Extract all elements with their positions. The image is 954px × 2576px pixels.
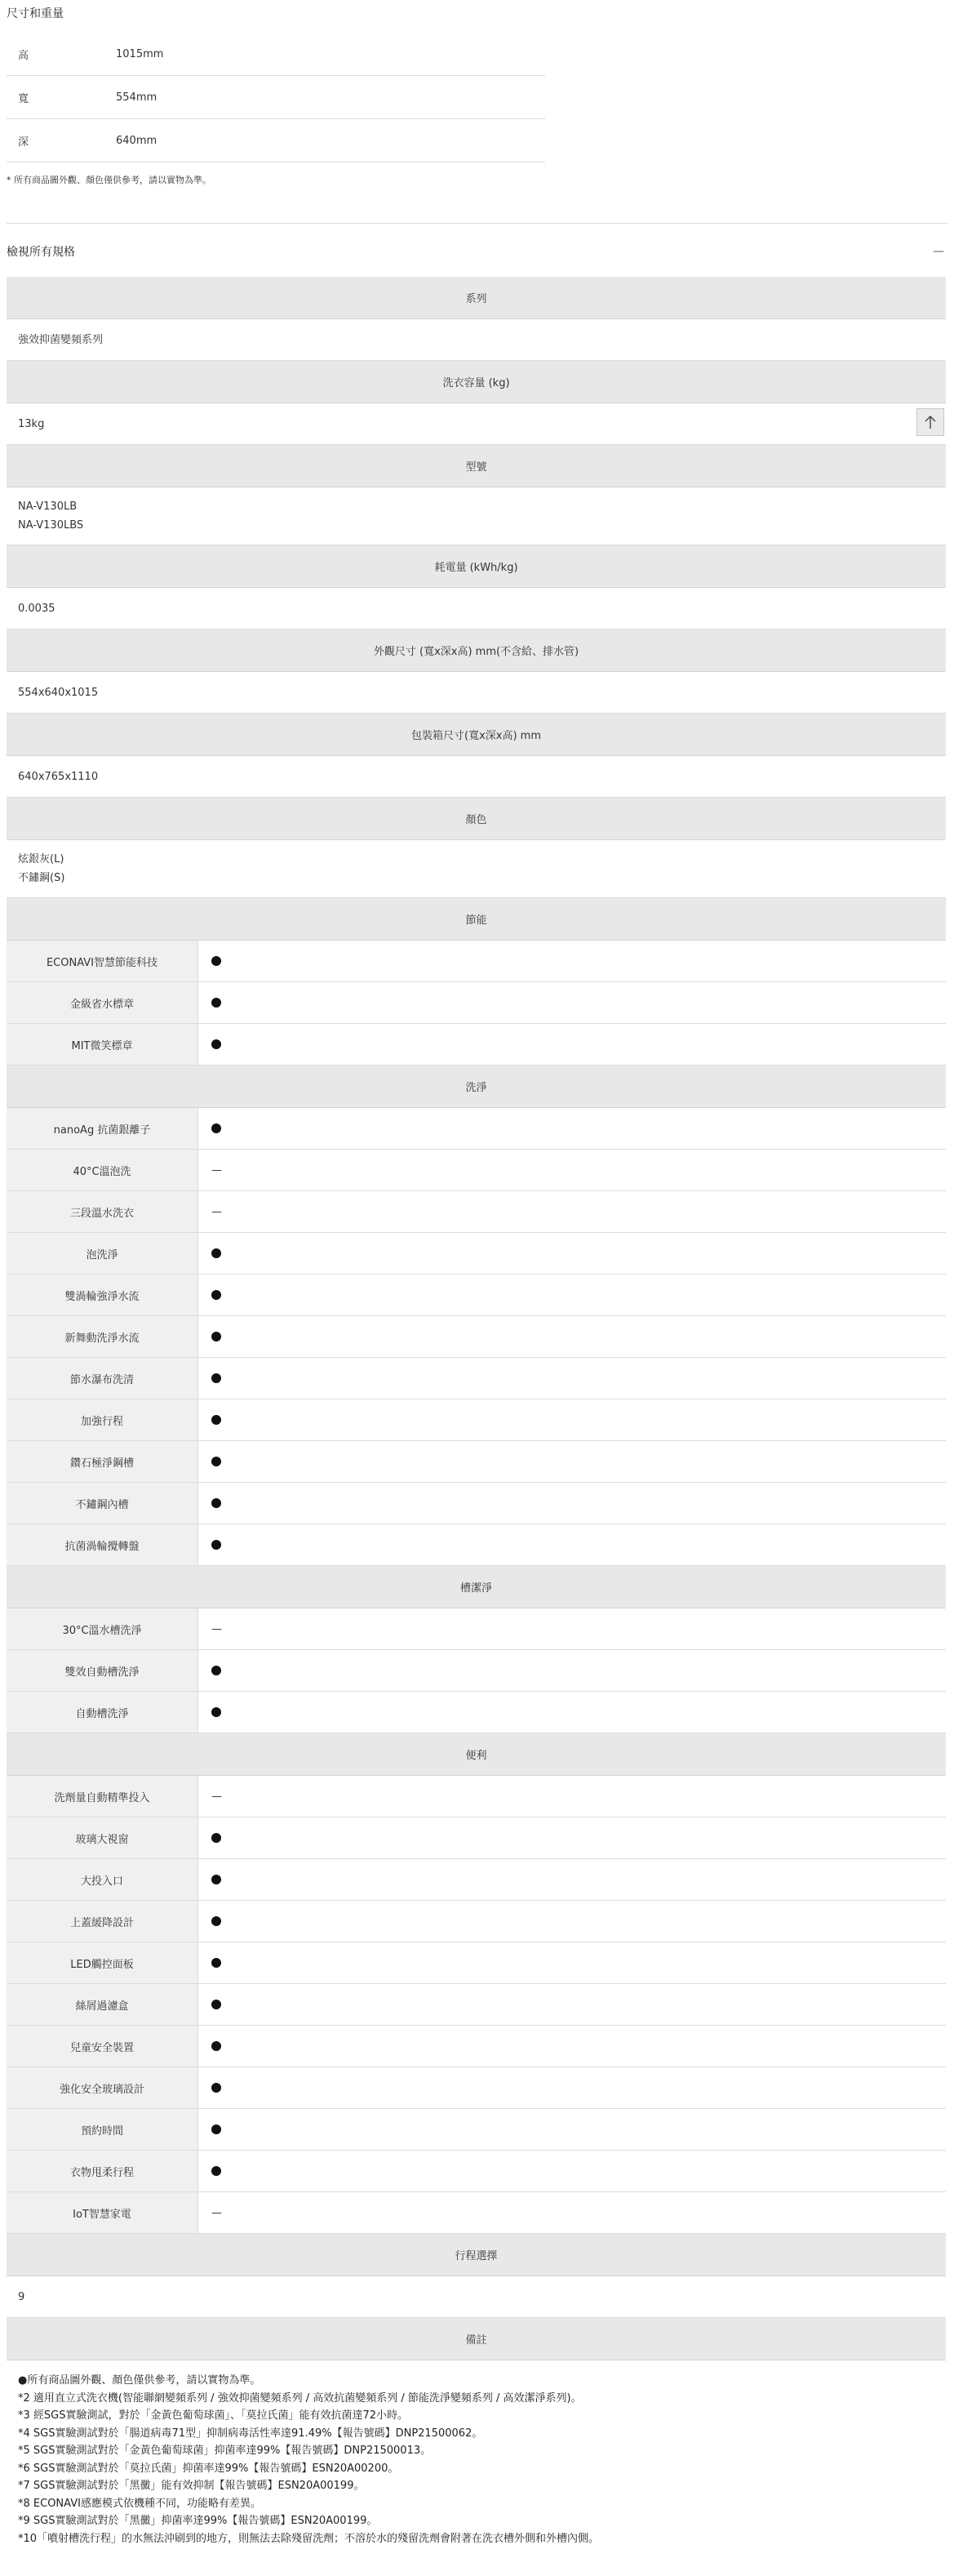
supported-dot-icon xyxy=(211,1666,221,1675)
energy-features xyxy=(7,941,946,1066)
feature-row xyxy=(7,2151,946,2192)
specs-table xyxy=(7,277,946,2547)
feature-value-supported xyxy=(198,1316,946,1357)
supported-dot-icon xyxy=(211,1707,221,1717)
supported-dot-icon xyxy=(211,2000,221,2009)
dimensions-note: * 所有商品圖外觀、顏色僅供參考，請以實物為準。 xyxy=(7,175,211,185)
capacity-value xyxy=(7,403,946,445)
feature-row xyxy=(7,2026,946,2067)
dimension-row-width xyxy=(7,76,545,119)
feature-row xyxy=(7,1358,946,1399)
model-text: NA-V130LB xyxy=(18,501,78,513)
model-text: NA-V130LBS xyxy=(18,519,84,532)
color-value xyxy=(7,840,946,898)
feature-value-supported xyxy=(198,1441,946,1482)
feature-value-supported xyxy=(198,2109,946,2150)
feature-row xyxy=(7,1692,946,1733)
feature-value-supported xyxy=(198,2067,946,2108)
feature-row xyxy=(7,1316,946,1358)
supported-dot-icon xyxy=(211,998,221,1008)
supported-dot-icon xyxy=(211,1290,221,1300)
feature-name: 雙渦輪強淨水流 xyxy=(7,1275,198,1315)
supported-dot-icon xyxy=(211,1916,221,1926)
remark-line: *5 SGS實驗測試對於「金黃色葡萄球菌」抑菌率達99%【報告號碼】DNP21500013。 xyxy=(18,2445,432,2457)
dimensions-title: 尺寸和重量 xyxy=(7,7,64,20)
supported-dot-icon xyxy=(211,1415,221,1425)
feature-value-unsupported xyxy=(198,1150,946,1190)
feature-row xyxy=(7,1776,946,1817)
feature-value-supported xyxy=(198,2151,946,2191)
collapse-icon[interactable]: — xyxy=(933,245,944,258)
supported-dot-icon xyxy=(211,2041,221,2051)
feature-value-supported xyxy=(198,1275,946,1315)
feature-name: 洗劑量自動精準投入 xyxy=(7,1776,198,1817)
feature-value-supported xyxy=(198,1859,946,1900)
remark-line: *7 SGS實驗測試對於「黑黴」能有效抑制【報告號碼】ESN20A00199。 xyxy=(18,2480,365,2492)
model-header: 型號 xyxy=(7,445,946,487)
feature-value-supported xyxy=(198,1817,946,1858)
unsupported-dash-icon: — xyxy=(211,1205,222,1218)
tub-clean-header: 槽潔淨 xyxy=(7,1566,946,1608)
supported-dot-icon xyxy=(211,2166,221,2176)
feature-row xyxy=(7,2067,946,2109)
feature-value-supported xyxy=(198,1483,946,1524)
remark-line: ●所有商品圖外觀、顏色僅供參考，請以實物為準。 xyxy=(18,2374,261,2387)
feature-row xyxy=(7,1817,946,1859)
feature-name: 玻璃大視窗 xyxy=(7,1817,198,1858)
feature-value-supported xyxy=(198,1024,946,1065)
feature-value-supported xyxy=(198,1901,946,1942)
feature-name: 40°C溫泡洗 xyxy=(7,1150,198,1190)
series-header: 系列 xyxy=(7,277,946,319)
color-header: 顏色 xyxy=(7,798,946,840)
dimensions-table xyxy=(7,33,545,162)
dimension-label: 深 xyxy=(18,136,29,149)
color-text: 炫銀灰(L) xyxy=(18,853,64,865)
supported-dot-icon xyxy=(211,1457,221,1466)
dimension-label: 高 xyxy=(18,49,29,62)
feature-name: nanoAg 抗菌銀離子 xyxy=(7,1108,198,1149)
series-text: 強效抑菌變頻系列 xyxy=(18,333,104,346)
feature-value-supported xyxy=(198,1108,946,1149)
tub-clean-features xyxy=(7,1608,946,1733)
series-value xyxy=(7,319,946,361)
power-header: 耗電量 (kWh/kg) xyxy=(7,545,946,588)
supported-dot-icon xyxy=(211,1833,221,1843)
feature-name: 鑽石極淨鋼槽 xyxy=(7,1441,198,1482)
feature-name: 上蓋緩降設計 xyxy=(7,1901,198,1942)
feature-row xyxy=(7,1650,946,1692)
dimension-value: 554mm xyxy=(116,91,158,104)
view-all-specs-label: 檢視所有規格 xyxy=(7,246,75,259)
convenience-header: 便利 xyxy=(7,1733,946,1776)
remark-line: *10「噴射槽洗行程」的水無法沖刷到的地方，則無法去除殘留洗劑；不溶於水的殘留洗劑會附著在洗衣槽外側和外槽內側。 xyxy=(18,2532,600,2545)
size-value xyxy=(7,672,946,714)
feature-value-supported xyxy=(198,2026,946,2067)
feature-name: 加強行程 xyxy=(7,1399,198,1440)
package-value xyxy=(7,756,946,798)
unsupported-dash-icon: — xyxy=(211,1163,222,1177)
feature-value-unsupported xyxy=(198,1608,946,1649)
feature-row xyxy=(7,1608,946,1650)
feature-name: LED觸控面板 xyxy=(7,1942,198,1983)
remark-line: *9 SGS實驗測試對於「黑黴」抑菌率達99%【報告號碼】ESN20A00199。 xyxy=(18,2515,378,2527)
dimension-value: 1015mm xyxy=(116,47,164,60)
feature-name: MIT微笑標章 xyxy=(7,1024,198,1065)
feature-name: 兒童安全裝置 xyxy=(7,2026,198,2067)
energy-header: 節能 xyxy=(7,898,946,941)
course-value xyxy=(7,2276,946,2318)
package-text: 640x765x1110 xyxy=(18,770,99,783)
feature-value-supported xyxy=(198,982,946,1023)
supported-dot-icon xyxy=(211,1540,221,1550)
remark-line: *6 SGS實驗測試對於「莫拉氏菌」抑菌率達99%【報告號碼】ESN20A00200。 xyxy=(18,2462,399,2475)
dimension-row-depth xyxy=(7,119,545,162)
remarks-header: 備註 xyxy=(7,2318,946,2360)
feature-value-supported xyxy=(198,1233,946,1274)
feature-value-supported xyxy=(198,941,946,981)
power-text: 0.0035 xyxy=(18,602,55,615)
feature-row xyxy=(7,1942,946,1984)
supported-dot-icon xyxy=(211,1373,221,1383)
supported-dot-icon xyxy=(211,1958,221,1968)
supported-dot-icon xyxy=(211,1039,221,1049)
feature-name: 金級省水標章 xyxy=(7,982,198,1023)
feature-row xyxy=(7,1524,946,1566)
feature-name: 三段溫水洗衣 xyxy=(7,1191,198,1232)
remark-line: *4 SGS實驗測試對於「腸道病毒71型」抑制病毒活性率達91.49%【報告號碼】DNP21500062。 xyxy=(18,2427,483,2440)
dimension-value: 640mm xyxy=(116,134,158,147)
feature-value-unsupported xyxy=(198,2192,946,2233)
power-value xyxy=(7,588,946,630)
supported-dot-icon xyxy=(211,1498,221,1508)
feature-row xyxy=(7,2192,946,2234)
feature-value-supported xyxy=(198,1524,946,1565)
feature-name: 泡洗淨 xyxy=(7,1233,198,1274)
supported-dot-icon xyxy=(211,2083,221,2093)
feature-row xyxy=(7,1108,946,1150)
supported-dot-icon xyxy=(211,956,221,966)
feature-name: 30°C溫水槽洗淨 xyxy=(7,1608,198,1649)
dimension-row-height xyxy=(7,33,545,76)
feature-row xyxy=(7,1901,946,1942)
feature-row xyxy=(7,941,946,982)
feature-value-supported xyxy=(198,1399,946,1440)
remarks-list xyxy=(7,2360,946,2547)
capacity-header: 洗衣容量 (kg) xyxy=(7,361,946,403)
feature-name: 抗菌渦輪攪轉盤 xyxy=(7,1524,198,1565)
feature-name: 絲屑過濾盒 xyxy=(7,1984,198,2025)
course-header: 行程選擇 xyxy=(7,2234,946,2276)
feature-row xyxy=(7,982,946,1024)
feature-row xyxy=(7,1233,946,1275)
feature-name: 雙效自動槽洗淨 xyxy=(7,1650,198,1691)
wash-header: 洗淨 xyxy=(7,1066,946,1108)
remark-line: *8 ECONAVI感應模式依機種不同，功能略有差異。 xyxy=(18,2497,261,2510)
wash-features xyxy=(7,1108,946,1566)
feature-row xyxy=(7,1441,946,1483)
feature-value-unsupported xyxy=(198,1191,946,1232)
feature-name: 衣物甩柔行程 xyxy=(7,2151,198,2191)
remark-line: *3 經SGS實驗測試，對於「金黃色葡萄球菌」、「莫拉氏菌」能有效抗菌達72小時。 xyxy=(18,2409,409,2422)
feature-value-unsupported xyxy=(198,1776,946,1817)
model-value xyxy=(7,487,946,545)
feature-row xyxy=(7,2109,946,2151)
convenience-features xyxy=(7,1776,946,2234)
view-all-specs-toggle[interactable] xyxy=(7,235,947,268)
remark-line: *2 適用直立式洗衣機(智能聯網變頻系列 / 強效抑菌變頻系列 / 高效抗菌變頻系列 / 節能洗淨變頻系列 / 高效潔淨系列)。 xyxy=(18,2391,582,2405)
feature-name: 節水瀑布洗清 xyxy=(7,1358,198,1399)
feature-value-supported xyxy=(198,1692,946,1733)
feature-name: 自動槽洗淨 xyxy=(7,1692,198,1733)
supported-dot-icon xyxy=(211,1875,221,1884)
feature-row xyxy=(7,1859,946,1901)
feature-value-supported xyxy=(198,1984,946,2025)
feature-row xyxy=(7,1399,946,1441)
feature-value-supported xyxy=(198,1650,946,1691)
feature-name: 預約時間 xyxy=(7,2109,198,2150)
size-text: 554x640x1015 xyxy=(18,686,99,699)
feature-name: 強化安全玻璃設計 xyxy=(7,2067,198,2108)
color-text: 不鏽鋼(S) xyxy=(18,872,65,884)
feature-row xyxy=(7,1483,946,1524)
capacity-text: 13kg xyxy=(18,417,45,430)
feature-value-supported xyxy=(198,1942,946,1983)
unsupported-dash-icon: — xyxy=(211,2206,222,2219)
course-text: 9 xyxy=(18,2290,25,2303)
unsupported-dash-icon: — xyxy=(211,1622,222,1635)
feature-name: ECONAVI智慧節能科技 xyxy=(7,941,198,981)
feature-row xyxy=(7,1191,946,1233)
size-header: 外觀尺寸 (寬x深x高) mm(不含給、排水管) xyxy=(7,630,946,672)
feature-row xyxy=(7,1024,946,1066)
feature-value-supported xyxy=(198,1358,946,1399)
section-divider xyxy=(7,223,947,224)
feature-row xyxy=(7,1150,946,1191)
feature-row xyxy=(7,1984,946,2026)
feature-name: 大投入口 xyxy=(7,1859,198,1900)
unsupported-dash-icon: — xyxy=(211,1790,222,1803)
package-header: 包裝箱尺寸(寬x深x高) mm xyxy=(7,714,946,756)
feature-row xyxy=(7,1275,946,1316)
dimension-label: 寬 xyxy=(18,92,29,105)
supported-dot-icon xyxy=(211,2124,221,2134)
supported-dot-icon xyxy=(211,1332,221,1341)
feature-name: IoT智慧家電 xyxy=(7,2192,198,2233)
feature-name: 新舞動洗淨水流 xyxy=(7,1316,198,1357)
feature-name: 不鏽鋼內槽 xyxy=(7,1483,198,1524)
supported-dot-icon xyxy=(211,1123,221,1133)
supported-dot-icon xyxy=(211,1248,221,1258)
